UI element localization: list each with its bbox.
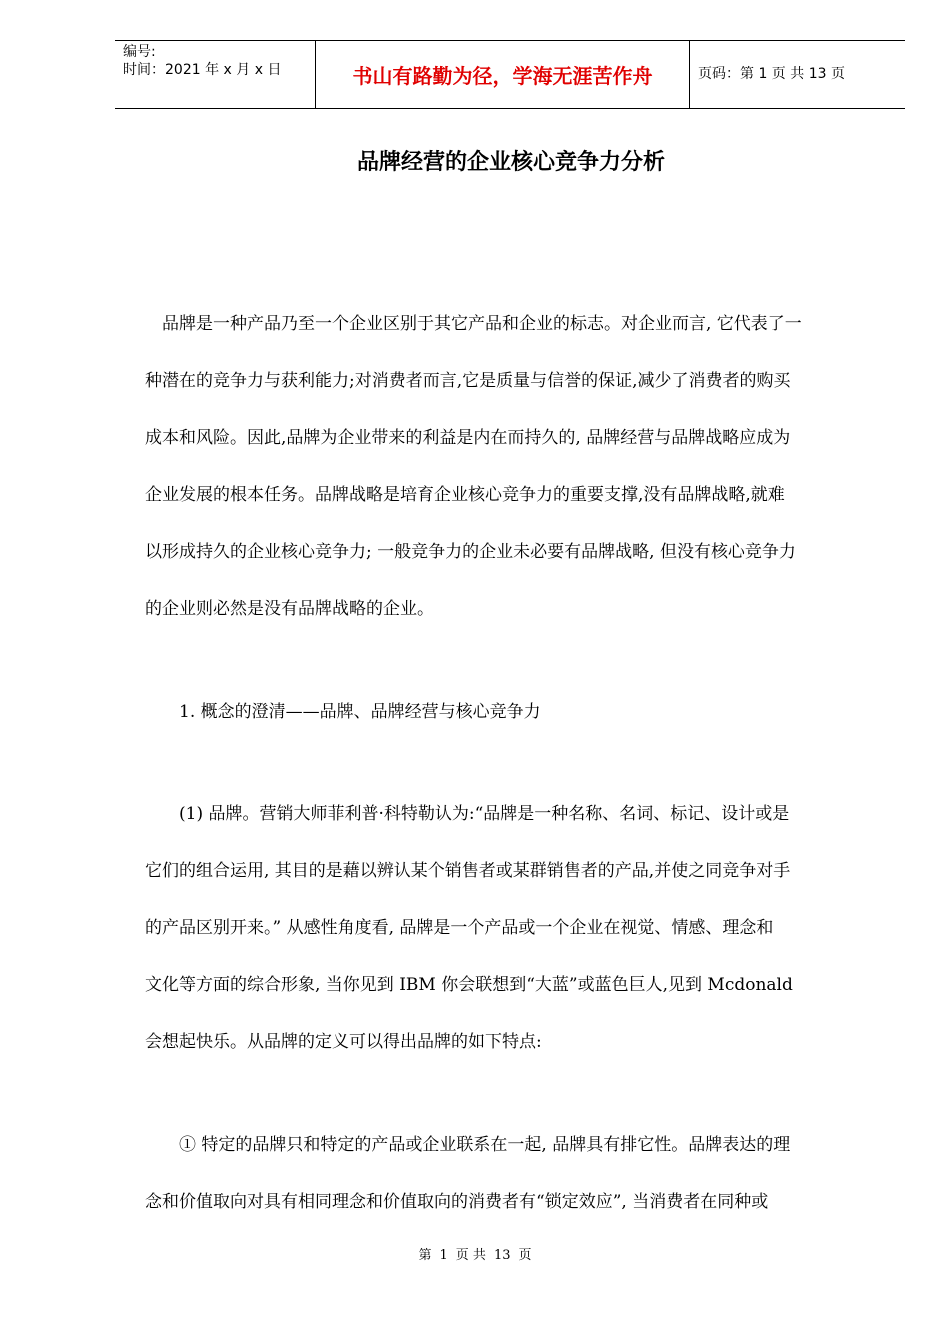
- page-header: [115, 40, 905, 109]
- header-motto-cell: [316, 41, 690, 108]
- footer-mid: 页 共: [455, 1248, 486, 1263]
- section-heading-text: 1. 概念的澄清——品牌、品牌经营与核心竞争力: [145, 702, 541, 722]
- paragraph-brand-definition: [145, 786, 880, 1071]
- paragraph-line: (1) 品牌。营销大师菲利普·科特勒认为:“品牌是一种名称、名词、标记、设计或是: [145, 804, 790, 824]
- document-title: 品牌经营的企业核心竞争力分析: [356, 150, 665, 175]
- footer-suffix: 页: [518, 1248, 532, 1263]
- header-meta-cell: [115, 41, 316, 108]
- document-time-label: 时间：2021 年 x 月 x 日: [123, 62, 282, 78]
- paragraph-line: 会想起快乐。从品牌的定义可以得出品牌的如下特点:: [145, 1032, 542, 1052]
- paragraph-line: 成本和风险。因此,品牌为企业带来的利益是内在而持久的, 品牌经营与品牌战略应成为: [145, 428, 791, 448]
- header-page-cell: [690, 41, 905, 108]
- paragraph-brand-feature-1: [145, 1117, 880, 1231]
- paragraph-line: 种潜在的竞争力与获利能力;对消费者而言,它是质量与信誉的保证,减少了消费者的购买: [145, 371, 791, 391]
- footer-page-number: 1: [439, 1248, 448, 1263]
- paragraph-line: 文化等方面的综合形象, 当你见到 IBM 你会联想到“大蓝”或蓝色巨人,见到 Mcdonald: [145, 975, 793, 995]
- paragraph-line: 以形成持久的企业核心竞争力; 一般竞争力的企业未必要有品牌战略, 但没有核心竞争力: [145, 542, 796, 562]
- document-id-label: 编号:: [123, 44, 156, 60]
- header-page-info: 页码：第 1 页 共 13 页: [698, 66, 845, 82]
- footer-total-pages: 13: [493, 1248, 511, 1263]
- paragraph-line: 品牌是一种产品乃至一个企业区别于其它产品和企业的标志。对企业而言, 它代表了一: [145, 314, 802, 334]
- paragraph-line: 念和价值取向对具有相同理念和价值取向的消费者有“锁定效应”, 当消费者在同种或: [145, 1192, 769, 1212]
- paragraph-intro: [145, 296, 880, 638]
- paragraph-line: 的产品区别开来。” 从感性角度看, 品牌是一个产品或一个企业在视觉、情感、理念和: [145, 918, 774, 938]
- paragraph-line: 企业发展的根本任务。品牌战略是培育企业核心竞争力的重要支撑,没有品牌战略,就难: [145, 485, 785, 505]
- paragraph-line: 的企业则必然是没有品牌战略的企业。: [145, 599, 434, 619]
- header-motto: 书山有路勤为径，学海无涯苦作舟: [352, 64, 653, 88]
- section-heading: [145, 684, 880, 741]
- paragraph-line: 它们的组合运用, 其目的是藉以辨认某个销售者或某群销售者的产品,并使之同竞争对手: [145, 861, 791, 881]
- footer-prefix: 第: [418, 1248, 432, 1263]
- paragraph-line: ① 特定的品牌只和特定的产品或企业联系在一起, 品牌具有排它性。品牌表达的理: [145, 1135, 791, 1155]
- page-footer: [0, 1248, 950, 1264]
